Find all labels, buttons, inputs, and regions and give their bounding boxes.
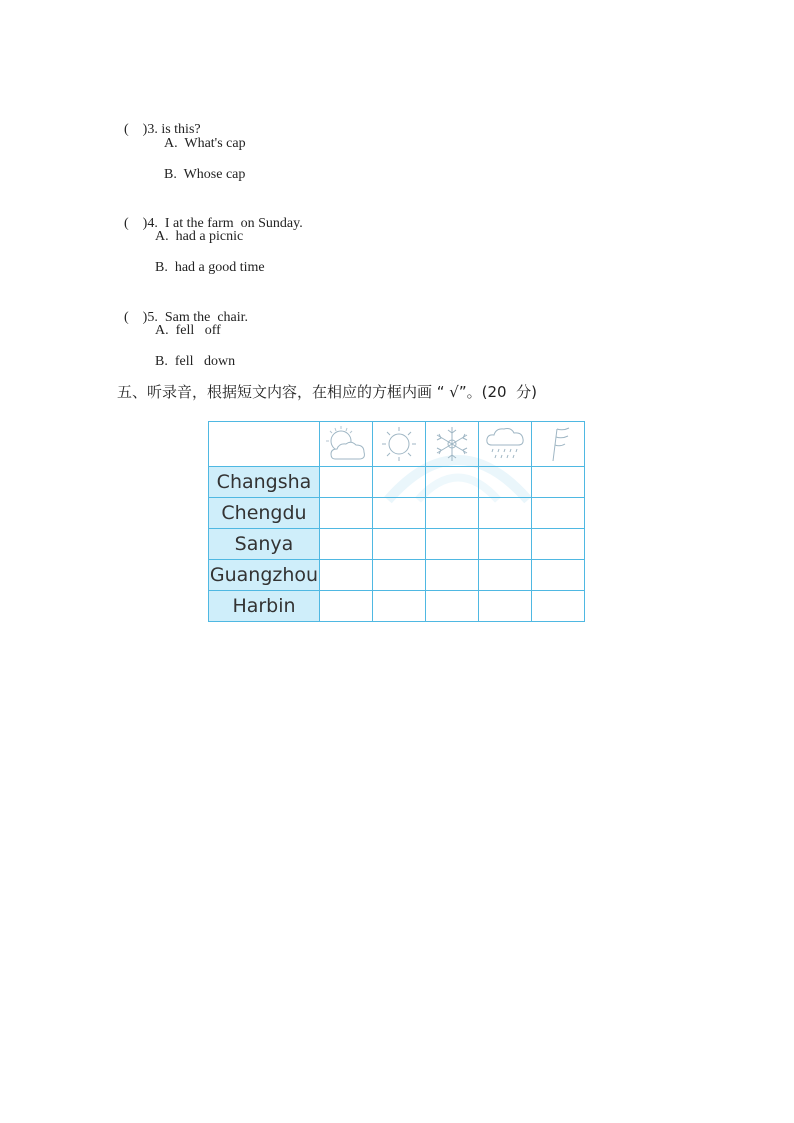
- check-cell[interactable]: [320, 498, 373, 529]
- table-header-row: [209, 422, 585, 467]
- check-cell[interactable]: [320, 560, 373, 591]
- option-b: B. fell down: [155, 354, 236, 369]
- option-a: A. had a picnic: [155, 229, 244, 244]
- rainy-icon: [480, 423, 530, 465]
- check-cell[interactable]: [532, 591, 585, 622]
- section-title: 五、听录音，根据短文内容，在相应的方框内画 “ √”。(20 分): [117, 383, 537, 401]
- corner-cell: [209, 422, 320, 467]
- header-windy: [532, 422, 585, 467]
- check-cell[interactable]: [426, 467, 479, 498]
- table-row: [209, 560, 585, 591]
- check-cell[interactable]: [426, 591, 479, 622]
- check-cell[interactable]: [373, 529, 426, 560]
- check-cell[interactable]: [426, 498, 479, 529]
- header-snowy: [426, 422, 479, 467]
- check-cell[interactable]: [320, 467, 373, 498]
- check-cell[interactable]: [373, 591, 426, 622]
- check-cell[interactable]: [532, 498, 585, 529]
- question-stem: 4. I at the farm on Sunday.: [147, 216, 303, 231]
- check-cell[interactable]: [320, 591, 373, 622]
- city-cell: Sanya: [209, 529, 320, 560]
- header-cloudy: [320, 422, 373, 467]
- check-cell[interactable]: [479, 529, 532, 560]
- option-b: B. Whose cap: [164, 167, 246, 182]
- snowy-icon: [427, 423, 477, 465]
- option-b: B. had a good time: [155, 260, 265, 275]
- check-cell[interactable]: [479, 560, 532, 591]
- option-a: A. What's cap: [164, 136, 246, 151]
- check-cell[interactable]: [479, 467, 532, 498]
- city-cell: Harbin: [209, 591, 320, 622]
- table-row: [209, 498, 585, 529]
- check-cell[interactable]: [320, 529, 373, 560]
- table-row: [209, 529, 585, 560]
- table-row: [209, 467, 585, 498]
- check-cell[interactable]: [532, 529, 585, 560]
- city-cell: Guangzhou: [209, 560, 320, 591]
- windy-icon: [533, 423, 583, 465]
- weather-table: [208, 421, 585, 622]
- header-rainy: [479, 422, 532, 467]
- check-cell[interactable]: [479, 591, 532, 622]
- check-cell[interactable]: [373, 560, 426, 591]
- answer-paren[interactable]: ( ): [124, 310, 148, 325]
- question-stem: 3. is this?: [147, 122, 201, 137]
- check-cell[interactable]: [479, 498, 532, 529]
- check-cell[interactable]: [532, 467, 585, 498]
- check-cell[interactable]: [532, 560, 585, 591]
- answer-paren[interactable]: ( ): [124, 216, 148, 231]
- header-sunny: [373, 422, 426, 467]
- city-cell: Chengdu: [209, 498, 320, 529]
- check-cell[interactable]: [426, 560, 479, 591]
- check-cell[interactable]: [373, 467, 426, 498]
- option-a: A. fell off: [155, 323, 221, 338]
- cloudy-icon: [321, 423, 371, 465]
- question-stem: 5. Sam the chair.: [147, 310, 249, 325]
- sunny-icon: [374, 423, 424, 465]
- question-3: [117, 103, 201, 139]
- answer-paren[interactable]: ( ): [124, 122, 148, 137]
- check-cell[interactable]: [426, 529, 479, 560]
- city-cell: Changsha: [209, 467, 320, 498]
- table-row: [209, 591, 585, 622]
- check-cell[interactable]: [373, 498, 426, 529]
